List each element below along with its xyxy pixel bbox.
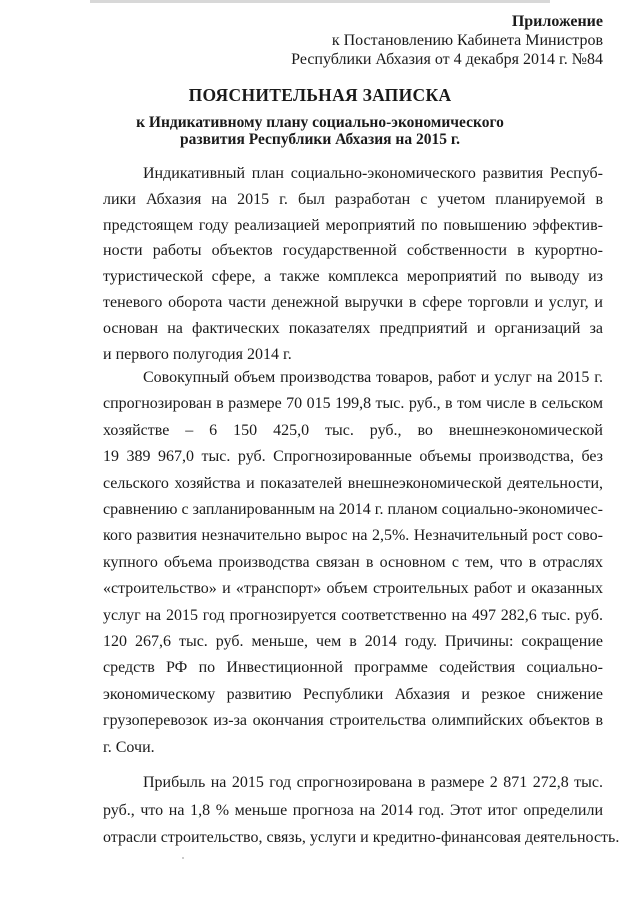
appendix-reference-line1: к Постановлению Кабинета Министров xyxy=(331,32,603,49)
document-subtitle-line1: к Индикативному плану социально-экономического xyxy=(136,114,504,131)
paragraph-1-line: Индикативный план социально-экономического развития Респуб- xyxy=(143,165,603,182)
scan-artifact xyxy=(90,0,550,3)
document-subtitle-line2: развития Республики Абхазия на 2015 г. xyxy=(180,131,460,148)
document-title: ПОЯСНИТЕЛЬНАЯ ЗАПИСКА xyxy=(188,85,452,105)
paragraph-2-line: спрогнозирован в размере 70 015 199,8 тыс. руб., в том числе в сельском xyxy=(103,395,603,413)
paragraph-2-line: Совокупный объем производства товаров, работ и услуг на 2015 г. xyxy=(143,369,603,386)
paragraph-2-line: 19 389 967,0 тыс. руб. Спрогнозированные объемы производства, без xyxy=(103,448,603,466)
paragraph-2-line: купного объема производства связан в основном с тем, что в отраслях xyxy=(103,553,603,571)
paragraph-2-line: услуг на 2015 год прогнозируется соответственно на 497 282,6 тыс. руб. xyxy=(103,606,603,624)
paragraph-1-line: ности работы объектов государственной собственности в курортно- xyxy=(103,242,603,260)
paragraph-1-line: и первого полугодия 2014 г. xyxy=(103,345,292,363)
paragraph-2-line: 120 267,6 тыс. руб. меньше, чем в 2014 году. Причины: сокращение xyxy=(103,633,603,650)
paragraph-2-line: г. Сочи. xyxy=(103,738,155,756)
paragraph-1-line: основан на фактических показателях предприятий и организаций за xyxy=(103,319,603,337)
paragraph-2-line: сельского хозяйства и показателей внешнеэкономической деятельности, xyxy=(103,474,603,492)
appendix-label: Приложение xyxy=(511,13,603,30)
paragraph-1-line: предстоящем году реализацией мероприятий по повышению эффектив- xyxy=(103,216,603,234)
scan-speck xyxy=(182,857,184,859)
paragraph-2-line: средств РФ по Инвестиционной программе содействия социально- xyxy=(103,659,603,677)
paragraph-2-line: грузоперевозок из-за окончания строительства олимпийских объектов в xyxy=(103,712,603,730)
paragraph-2-line: хозяйстве – 6 150 425,0 тыс. руб., во внешнеэкономической xyxy=(103,421,603,439)
paragraph-3-line: Прибыль на 2015 год спрогнозирована в размере 2 871 272,8 тыс. xyxy=(143,774,603,791)
paragraph-1-line: теневого оборота части денежной выручки в сфере торговли и услуг, и xyxy=(103,294,603,311)
appendix-reference-line2: Республики Абхазия от 4 декабря 2014 г. №84 xyxy=(291,51,603,68)
paragraph-2-line: «строительство» и «транспорт» объем строительных работ и оказанных xyxy=(103,580,603,598)
paragraph-3-line: руб., что на 1,8 % меньше прогноза на 2014 год. Этот итог определили xyxy=(103,801,603,819)
paragraph-1-line: туристической сфере, а также комплекса мероприятий по выводу из xyxy=(103,268,603,286)
paragraph-1-line: лики Абхазия на 2015 г. был разработан с учетом планируемой в xyxy=(103,190,603,208)
paragraph-3-line: отрасли строительство, связь, услуги и кредитно-финансовая деятельность. xyxy=(103,829,620,846)
paragraph-2-line: сравнению с запланированным на 2014 г. планом социально-экономичес- xyxy=(103,501,603,518)
paragraph-2-line: кого развития незначительно вырос на 2,5%. Незначительный рост сово- xyxy=(103,527,603,545)
paragraph-2-line: экономическому развитию Республики Абхазия и резкое снижение xyxy=(103,685,603,703)
